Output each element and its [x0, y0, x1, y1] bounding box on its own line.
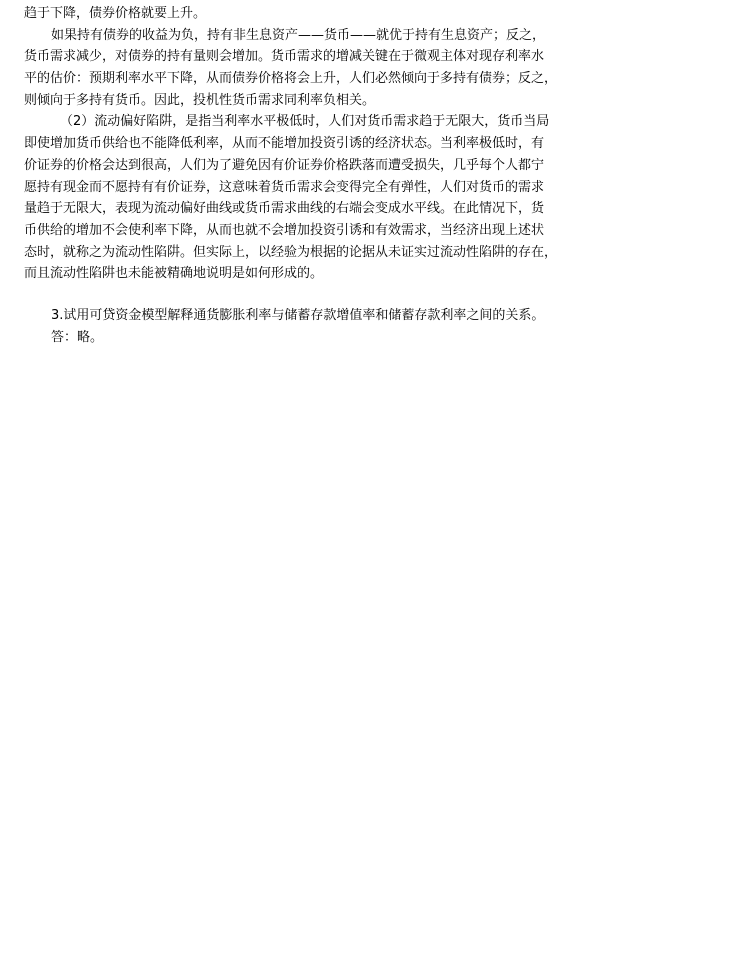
text-line: 量趋于无限大，表现为流动偏好曲线或货币需求曲线的右端会变成水平线。在此情况下，货	[24, 201, 545, 217]
text-line: 币供给的增加不会使利率下降，从而也就不会增加投资引诱和有效需求，当经济出现上述状	[24, 222, 545, 238]
text-line: （2）流动偏好陷阱，是指当利率水平极低时，人们对货币需求趋于无限大，货币当局	[60, 114, 550, 130]
text-line: 即使增加货币供给也不能降低利率，从而不能增加投资引诱的经济状态。当利率极低时，有	[24, 136, 545, 152]
question-line	[24, 305, 610, 327]
paragraph-liquidity-trap	[24, 111, 610, 285]
text-line: 平的估价：预期利率水平下降，从而债券价格将会上升，人们必然倾向于多持有债券；反之，	[24, 71, 558, 87]
document-page	[24, 3, 610, 348]
text-line: 货币需求减少，对债券的持有量则会增加。货币需求的增减关键在于微观主体对现存利率水	[24, 49, 545, 65]
text-line: 如果持有债券的收益为负，持有非生息资产——货币——就优于持有生息资产；反之，	[51, 27, 546, 43]
text-line: 趋于下降，债券价格就要上升。	[24, 6, 207, 21]
paragraph-continuation	[24, 3, 610, 25]
paragraph-spacer	[24, 285, 610, 305]
text-line: 价证券的价格会达到很高，人们为了避免因有价证券价格跌落而遭受损失，几乎每个人都宁	[24, 157, 545, 173]
text-line: 态时，就称之为流动性陷阱。但实际上，以经验为根据的论据从未证实过流动性陷阱的存在，	[24, 244, 558, 260]
text-line: 而且流动性陷阱也未能被精确地说明是如何形成的。	[24, 266, 324, 282]
question-number: 3.	[51, 307, 64, 323]
answer-line: 答：略。	[51, 329, 104, 345]
paragraph-speculative-demand	[24, 25, 610, 112]
text-line: 愿持有现金而不愿持有有价证券，这意味着货币需求会变得完全有弹性，人们对货币的需求	[24, 179, 545, 195]
question-3	[24, 305, 610, 348]
question-text: 试用可贷资金模型解释通货膨胀利率与储蓄存款增值率和储蓄存款利率之间的关系。	[63, 307, 545, 323]
text-line: 则倾向于多持有货币。因此，投机性货币需求同利率负相关。	[24, 92, 376, 108]
